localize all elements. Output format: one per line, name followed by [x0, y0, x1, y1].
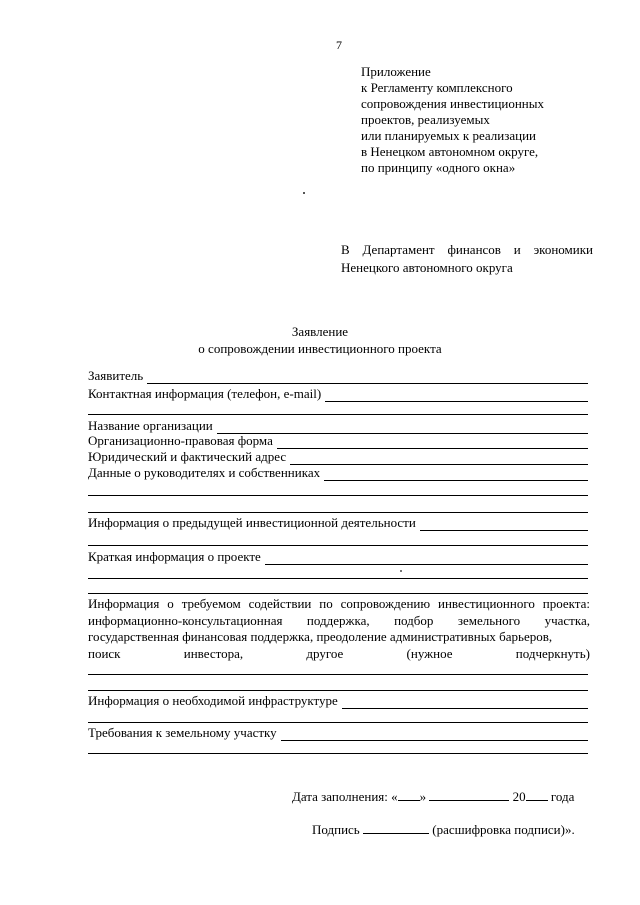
date-close: » [419, 789, 427, 804]
appendix-header [361, 64, 544, 176]
year-field[interactable] [526, 788, 548, 801]
assistance-field-line[interactable] [88, 690, 588, 691]
org-name-label: Название организации [88, 418, 213, 433]
org-name-row [88, 418, 588, 434]
prev-activity-label: Информация о предыдущей инвестиционной деятельности [88, 515, 416, 530]
owners-field[interactable] [324, 468, 588, 481]
infrastructure-label: Информация о необходимой инфраструктуре [88, 693, 338, 708]
date-label: Дата заполнения: « [292, 789, 398, 804]
owners-field-line[interactable] [88, 495, 588, 496]
land-field-line[interactable] [88, 753, 588, 754]
appendix-line: проектов, реализуемых [361, 112, 490, 127]
signature-line [312, 821, 575, 838]
signature-label: Подпись [312, 822, 360, 837]
infrastructure-field[interactable] [342, 696, 588, 709]
page-number: 7 [336, 38, 342, 52]
address-label: Юридический и фактический адрес [88, 449, 287, 464]
title-line: Заявление [291, 324, 349, 339]
applicant-field[interactable] [147, 371, 588, 384]
year-prefix: 20 [512, 789, 526, 804]
title-line: о сопровождении инвестиционного проекта [198, 341, 442, 356]
legal-form-field[interactable] [277, 436, 588, 449]
scan-speck [400, 570, 402, 572]
prev-activity-field[interactable] [420, 518, 588, 531]
legal-form-label: Организационно-правовая форма [88, 433, 273, 448]
assistance-paragraph [88, 596, 590, 662]
legal-form-row [88, 433, 588, 449]
scan-speck [303, 192, 305, 194]
addressee-block [341, 241, 593, 277]
day-field[interactable] [398, 788, 420, 801]
owners-label: Данные о руководителях и собственниках [88, 465, 321, 480]
owners-field-line[interactable] [88, 512, 588, 513]
applicant-label: Заявитель [88, 368, 144, 383]
project-info-field-line[interactable] [88, 578, 588, 579]
contact-field-line[interactable] [88, 414, 588, 415]
land-label: Требования к земельному участку [88, 725, 277, 740]
contact-label: Контактная информация (телефон, e-mail) [88, 386, 322, 401]
assistance-text: Информация о требуемом содействии по сопровождению инвестиционного проекта: информационно-консультационная поддержка, подбор земельного участка, государственная финансовая поддержка, преодоление административных барьеров, [88, 596, 590, 644]
project-info-field-line[interactable] [88, 593, 588, 594]
appendix-line: Приложение [361, 64, 431, 79]
appendix-line: или планируемых к реализации [361, 128, 537, 143]
year-suffix: года [550, 789, 575, 804]
project-info-field[interactable] [265, 552, 588, 565]
addressee-line: В Департамент финансов и экономики [341, 242, 593, 257]
prev-activity-row [88, 515, 588, 531]
infrastructure-field-line[interactable] [88, 722, 588, 723]
project-info-row [88, 549, 588, 565]
appendix-line: в Ненецком автономном округе, [361, 144, 539, 159]
signature-decode: (расшифровка подписи)». [432, 822, 575, 837]
document-title [0, 323, 640, 357]
contact-row [88, 386, 588, 402]
address-row [88, 449, 588, 465]
applicant-row [88, 368, 588, 384]
appendix-line: к Регламенту комплексного [361, 80, 513, 95]
land-row [88, 725, 588, 741]
prev-activity-field-line[interactable] [88, 545, 588, 546]
signature-field[interactable] [363, 821, 429, 834]
project-info-label: Краткая информация о проекте [88, 549, 261, 564]
date-line [292, 788, 574, 805]
land-field[interactable] [281, 728, 588, 741]
appendix-line: по принципу «одного окна» [361, 160, 516, 175]
appendix-line: сопровождения инвестиционных [361, 96, 545, 111]
owners-row [88, 465, 588, 481]
contact-field[interactable] [325, 389, 588, 402]
assistance-field-line[interactable] [88, 674, 588, 675]
infrastructure-row [88, 693, 588, 709]
month-field[interactable] [429, 788, 509, 801]
addressee-line: Ненецкого автономного округа [341, 260, 513, 275]
assistance-text-last: поиск инвестора, другое (нужное подчеркнуть) [88, 645, 590, 661]
address-field[interactable] [290, 452, 588, 465]
